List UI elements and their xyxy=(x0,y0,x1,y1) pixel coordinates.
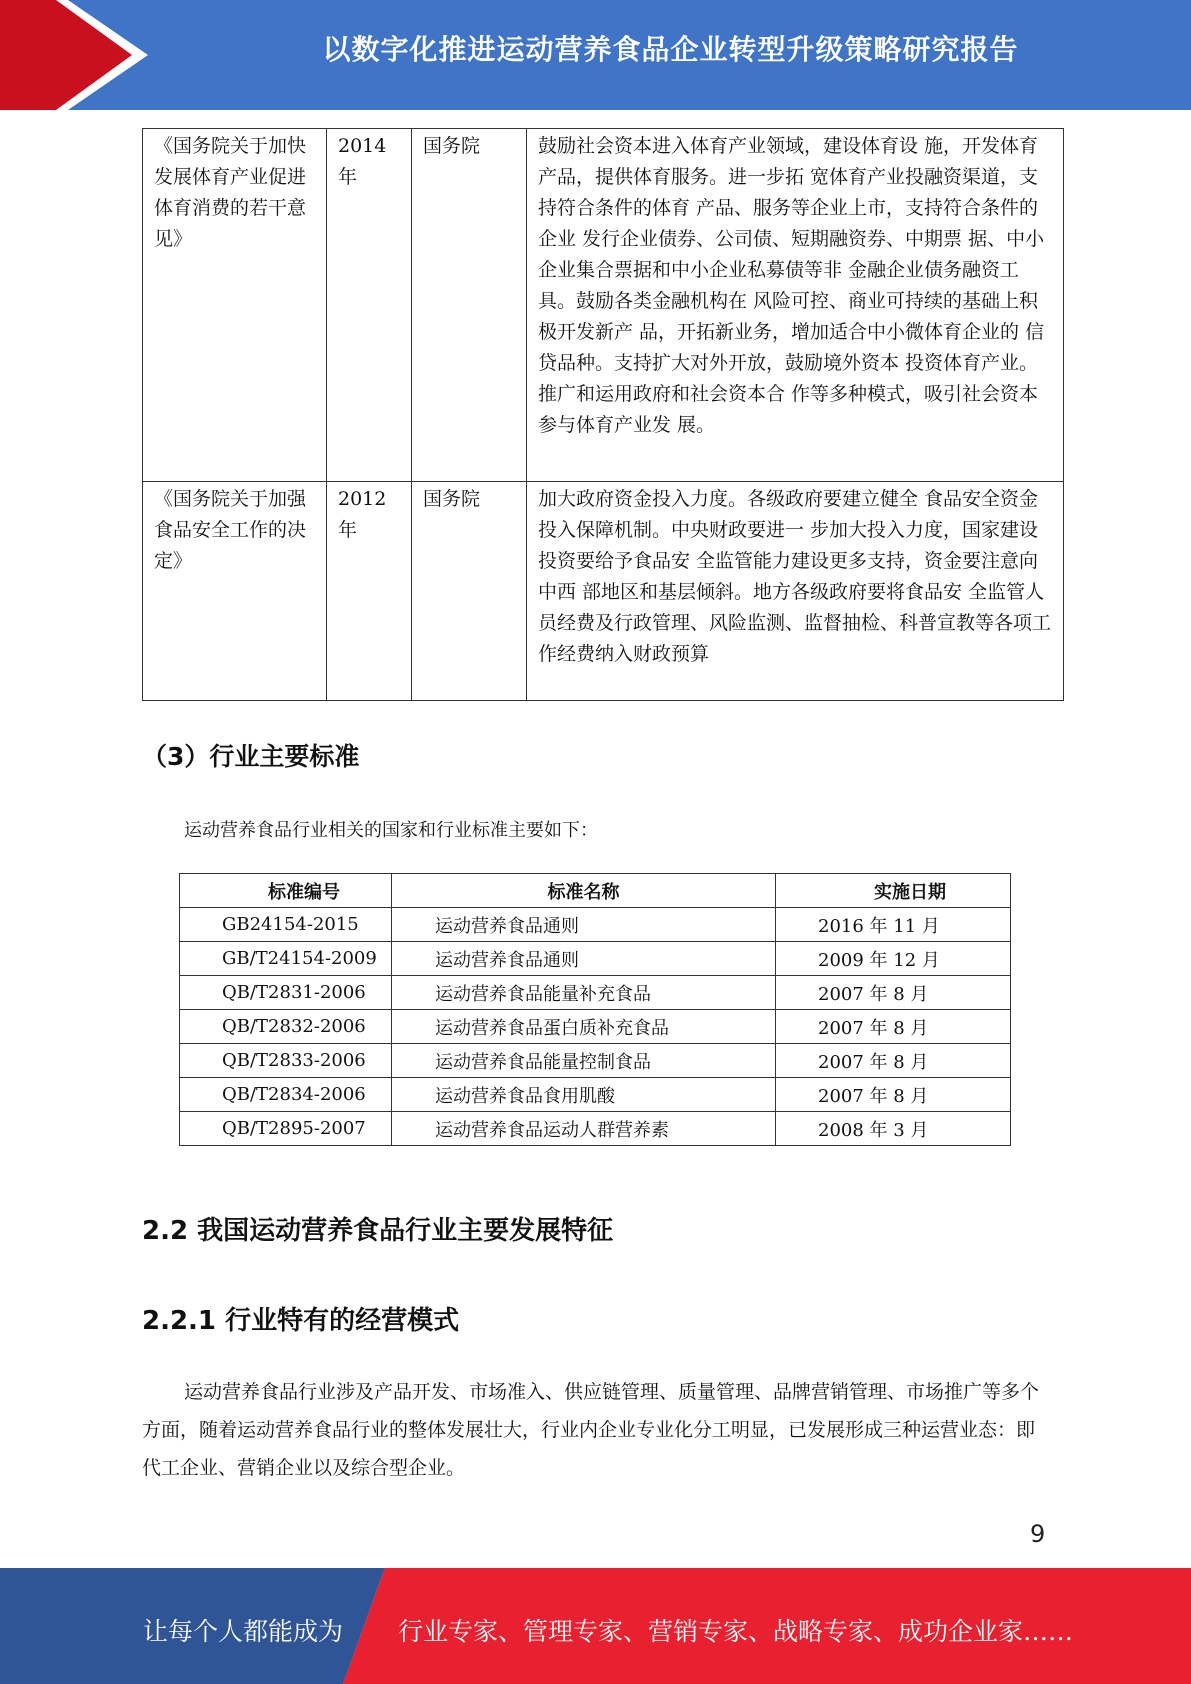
standard-name: 运动营养食品通则 xyxy=(392,942,776,976)
footer-slogan-left: 让每个人都能成为 xyxy=(143,1617,344,1646)
standard-code: GB/T24154-2009 xyxy=(180,942,392,976)
section-heading-2-2-1: 2.2.1 行业特有的经营模式 xyxy=(142,1306,460,1336)
header-banner xyxy=(0,0,1191,110)
chevron-logo-icon xyxy=(0,0,150,110)
standard-date: 2016 年 11 月 xyxy=(776,908,1011,942)
table-row xyxy=(180,1010,1011,1044)
standard-code: QB/T2831-2006 xyxy=(180,976,392,1010)
policy-name: 《国务院关于加快发展体育产业促进体育消费的若干意见》 xyxy=(143,129,327,482)
table-row xyxy=(180,976,1011,1010)
standard-date: 2008 年 3 月 xyxy=(776,1112,1011,1146)
standard-date: 2007 年 8 月 xyxy=(776,1010,1011,1044)
standard-code: QB/T2834-2006 xyxy=(180,1078,392,1112)
table-row xyxy=(143,129,1064,482)
report-title: 以数字化推进运动营养食品企业转型升级策略研究报告 xyxy=(322,33,1019,66)
section-intro: 运动营养食品行业相关的国家和行业标准主要如下： xyxy=(184,820,598,841)
policy-issuer: 国务院 xyxy=(412,129,527,482)
standard-code: QB/T2832-2006 xyxy=(180,1010,392,1044)
standard-name: 运动营养食品能量补充食品 xyxy=(392,976,776,1010)
column-header: 标准名称 xyxy=(392,874,776,908)
policy-content: 加大政府资金投入力度。各级政府要建立健全 食品安全资金投入保障机制。中央财政要进一 步加大投入力度，国家建设投资要给予食品安 全监管能力建设更多支持，资金要注意向中西 部地区和基层倾斜。地方各级政府要将食品安 全监管人员经费及行政管理、风险监测、监督抽检、科普宣教等各项工作经费纳入财政预算 xyxy=(527,482,1064,701)
standard-name: 运动营养食品蛋白质补充食品 xyxy=(392,1010,776,1044)
standards-table xyxy=(179,873,1011,1146)
table-row xyxy=(180,908,1011,942)
standard-date: 2007 年 8 月 xyxy=(776,976,1011,1010)
table-row xyxy=(143,482,1064,701)
standard-name: 运动营养食品能量控制食品 xyxy=(392,1044,776,1078)
standard-name: 运动营养食品通则 xyxy=(392,908,776,942)
page-number: 9 xyxy=(1030,1520,1046,1548)
body-paragraph: 运动营养食品行业涉及产品开发、市场准入、供应链管理、质量管理、品牌营销管理、市场推广等多个方面，随着运动营养食品行业的整体发展壮大，行业内企业专业化分工明显，已发展形成三种运营业态：即代工企业、营销企业以及综合型企业。 xyxy=(142,1381,1040,1479)
policy-table xyxy=(142,128,1064,701)
footer-slogan-right: 行业专家、管理专家、营销专家、战略专家、成功企业家…… xyxy=(398,1617,1074,1646)
standard-code: QB/T2833-2006 xyxy=(180,1044,392,1078)
policy-year: 2014年 xyxy=(327,129,412,482)
standard-code: GB24154-2015 xyxy=(180,908,392,942)
table-row xyxy=(180,1078,1011,1112)
table-header-row xyxy=(180,874,1011,908)
standard-date: 2009 年 12 月 xyxy=(776,942,1011,976)
policy-year: 2012年 xyxy=(327,482,412,701)
column-header: 实施日期 xyxy=(776,874,1011,908)
table-row xyxy=(180,942,1011,976)
section-heading: （3）行业主要标准 xyxy=(142,742,360,771)
standard-date: 2007 年 8 月 xyxy=(776,1078,1011,1112)
table-row xyxy=(180,1112,1011,1146)
footer-banner xyxy=(0,1568,1191,1684)
policy-issuer: 国务院 xyxy=(412,482,527,701)
policy-content: 鼓励社会资本进入体育产业领域，建设体育设 施，开发体育产品，提供体育服务。进一步拓 宽体育产业投融资渠道，支持符合条件的体育 产品、服务等企业上市，支持符合条件的企业 发行企业债券、公司债、短期融资券、中期票 据、中小企业集合票据和中小企业私募债等非 金融企业债务融资工具。鼓励各类金融机构在 风险可控、商业可持续的基础上积极开发新产 品，开拓新业务，增加适合中小微体育企业的 信贷品种。支持扩大对外开放，鼓励境外资本 投资体育产业。推广和运用政府和社会资本合 作等多种模式，吸引社会资本参与体育产业发 展。 xyxy=(527,129,1064,482)
standard-date: 2007 年 8 月 xyxy=(776,1044,1011,1078)
column-header: 标准编号 xyxy=(180,874,392,908)
table-row xyxy=(180,1044,1011,1078)
standard-name: 运动营养食品运动人群营养素 xyxy=(392,1112,776,1146)
policy-name: 《国务院关于加强食品安全工作的决定》 xyxy=(143,482,327,701)
standard-code: QB/T2895-2007 xyxy=(180,1112,392,1146)
standard-name: 运动营养食品食用肌酸 xyxy=(392,1078,776,1112)
section-heading-2-2: 2.2 我国运动营养食品行业主要发展特征 xyxy=(142,1216,614,1246)
